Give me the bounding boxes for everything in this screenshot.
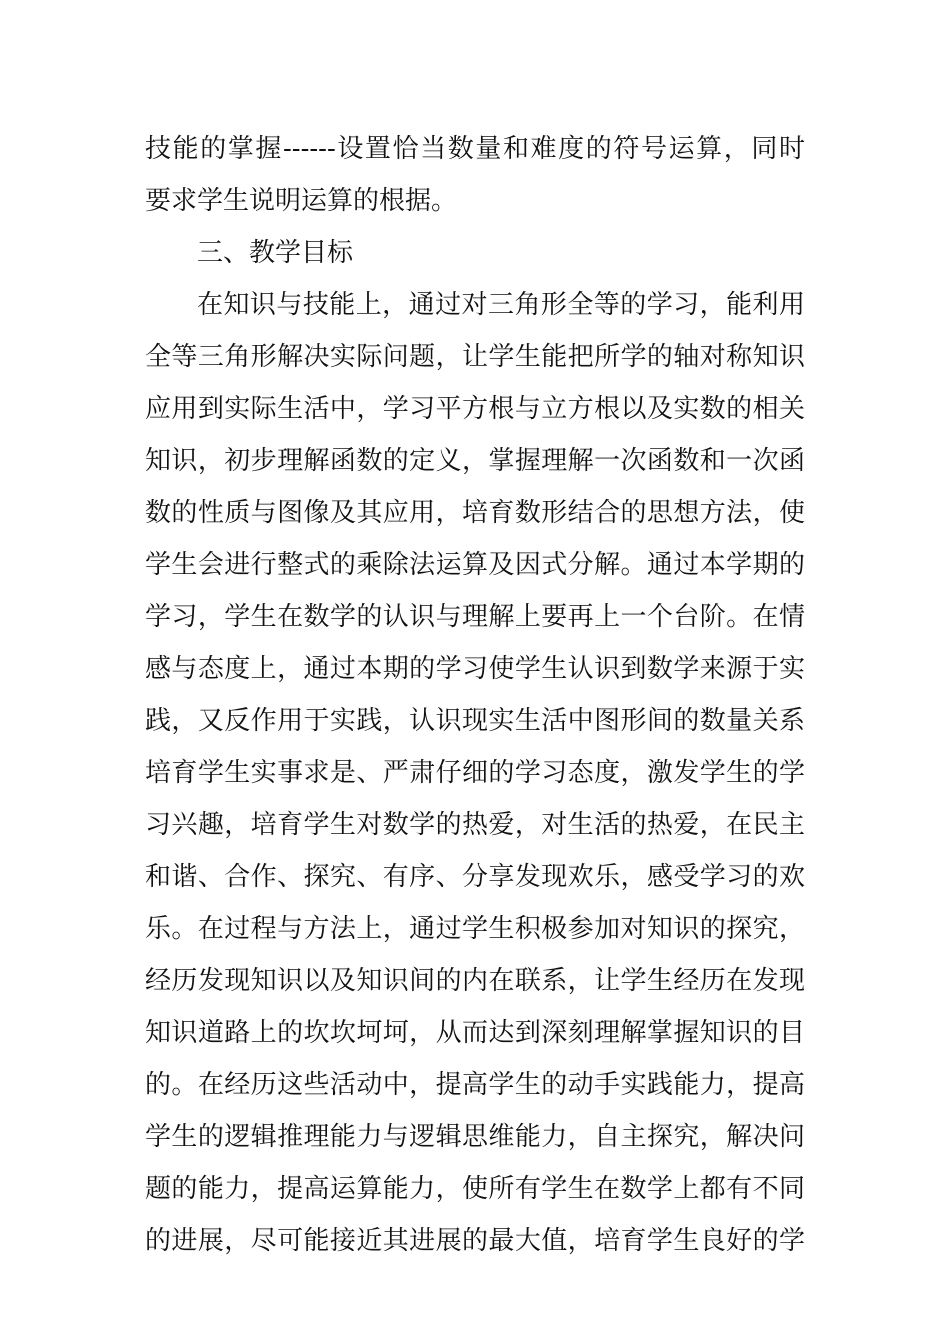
text-line: 技能的掌握------设置恰当数量和难度的符号运算，同时 [145, 134, 805, 164]
text-line: 学生会进行整式的乘除法运算及因式分解。通过本学期的 [145, 550, 805, 580]
text-line: 的。在经历这些活动中，提高学生的动手实践能力，提高 [145, 1070, 805, 1100]
text-line: 应用到实际生活中，学习平方根与立方根以及实数的相关 [145, 394, 805, 424]
text-line: 知识道路上的坎坎坷坷，从而达到深刻理解掌握知识的目 [145, 1018, 805, 1048]
section-heading: 三、教学目标 [197, 238, 354, 268]
text-line: 乐。在过程与方法上，通过学生积极参加对知识的探究， [145, 914, 805, 944]
text-line: 学习，学生在数学的认识与理解上要再上一个台阶。在情 [145, 602, 805, 632]
text-line: 习兴趣，培育学生对数学的热爱，对生活的热爱，在民主 [145, 810, 805, 840]
text-line: 要求学生说明运算的根据。 [145, 186, 458, 216]
text-line: 培育学生实事求是、严肃仔细的学习态度，激发学生的学 [145, 758, 805, 788]
text-line: 学生的逻辑推理能力与逻辑思维能力，自主探究，解决问 [145, 1122, 805, 1152]
text-line: 践，又反作用于实践，认识现实生活中图形间的数量关系 [145, 706, 805, 736]
text-line: 知识，初步理解函数的定义，掌握理解一次函数和一次函 [145, 446, 805, 476]
paragraph-first-line: 在知识与技能上，通过对三角形全等的学习，能利用 [197, 290, 805, 320]
text-line: 全等三角形解决实际问题，让学生能把所学的轴对称知识 [145, 342, 805, 372]
text-line: 感与态度上，通过本期的学习使学生认识到数学来源于实 [145, 654, 805, 684]
text-line: 的进展，尽可能接近其进展的最大值，培育学生良好的学 [145, 1226, 805, 1256]
text-line: 经历发现知识以及知识间的内在联系，让学生经历在发现 [145, 966, 805, 996]
text-line: 和谐、合作、探究、有序、分享发现欢乐，感受学习的欢 [145, 862, 805, 892]
text-line: 数的性质与图像及其应用，培育数形结合的思想方法，使 [145, 498, 805, 528]
text-line: 题的能力，提高运算能力，使所有学生在数学上都有不同 [145, 1174, 805, 1204]
